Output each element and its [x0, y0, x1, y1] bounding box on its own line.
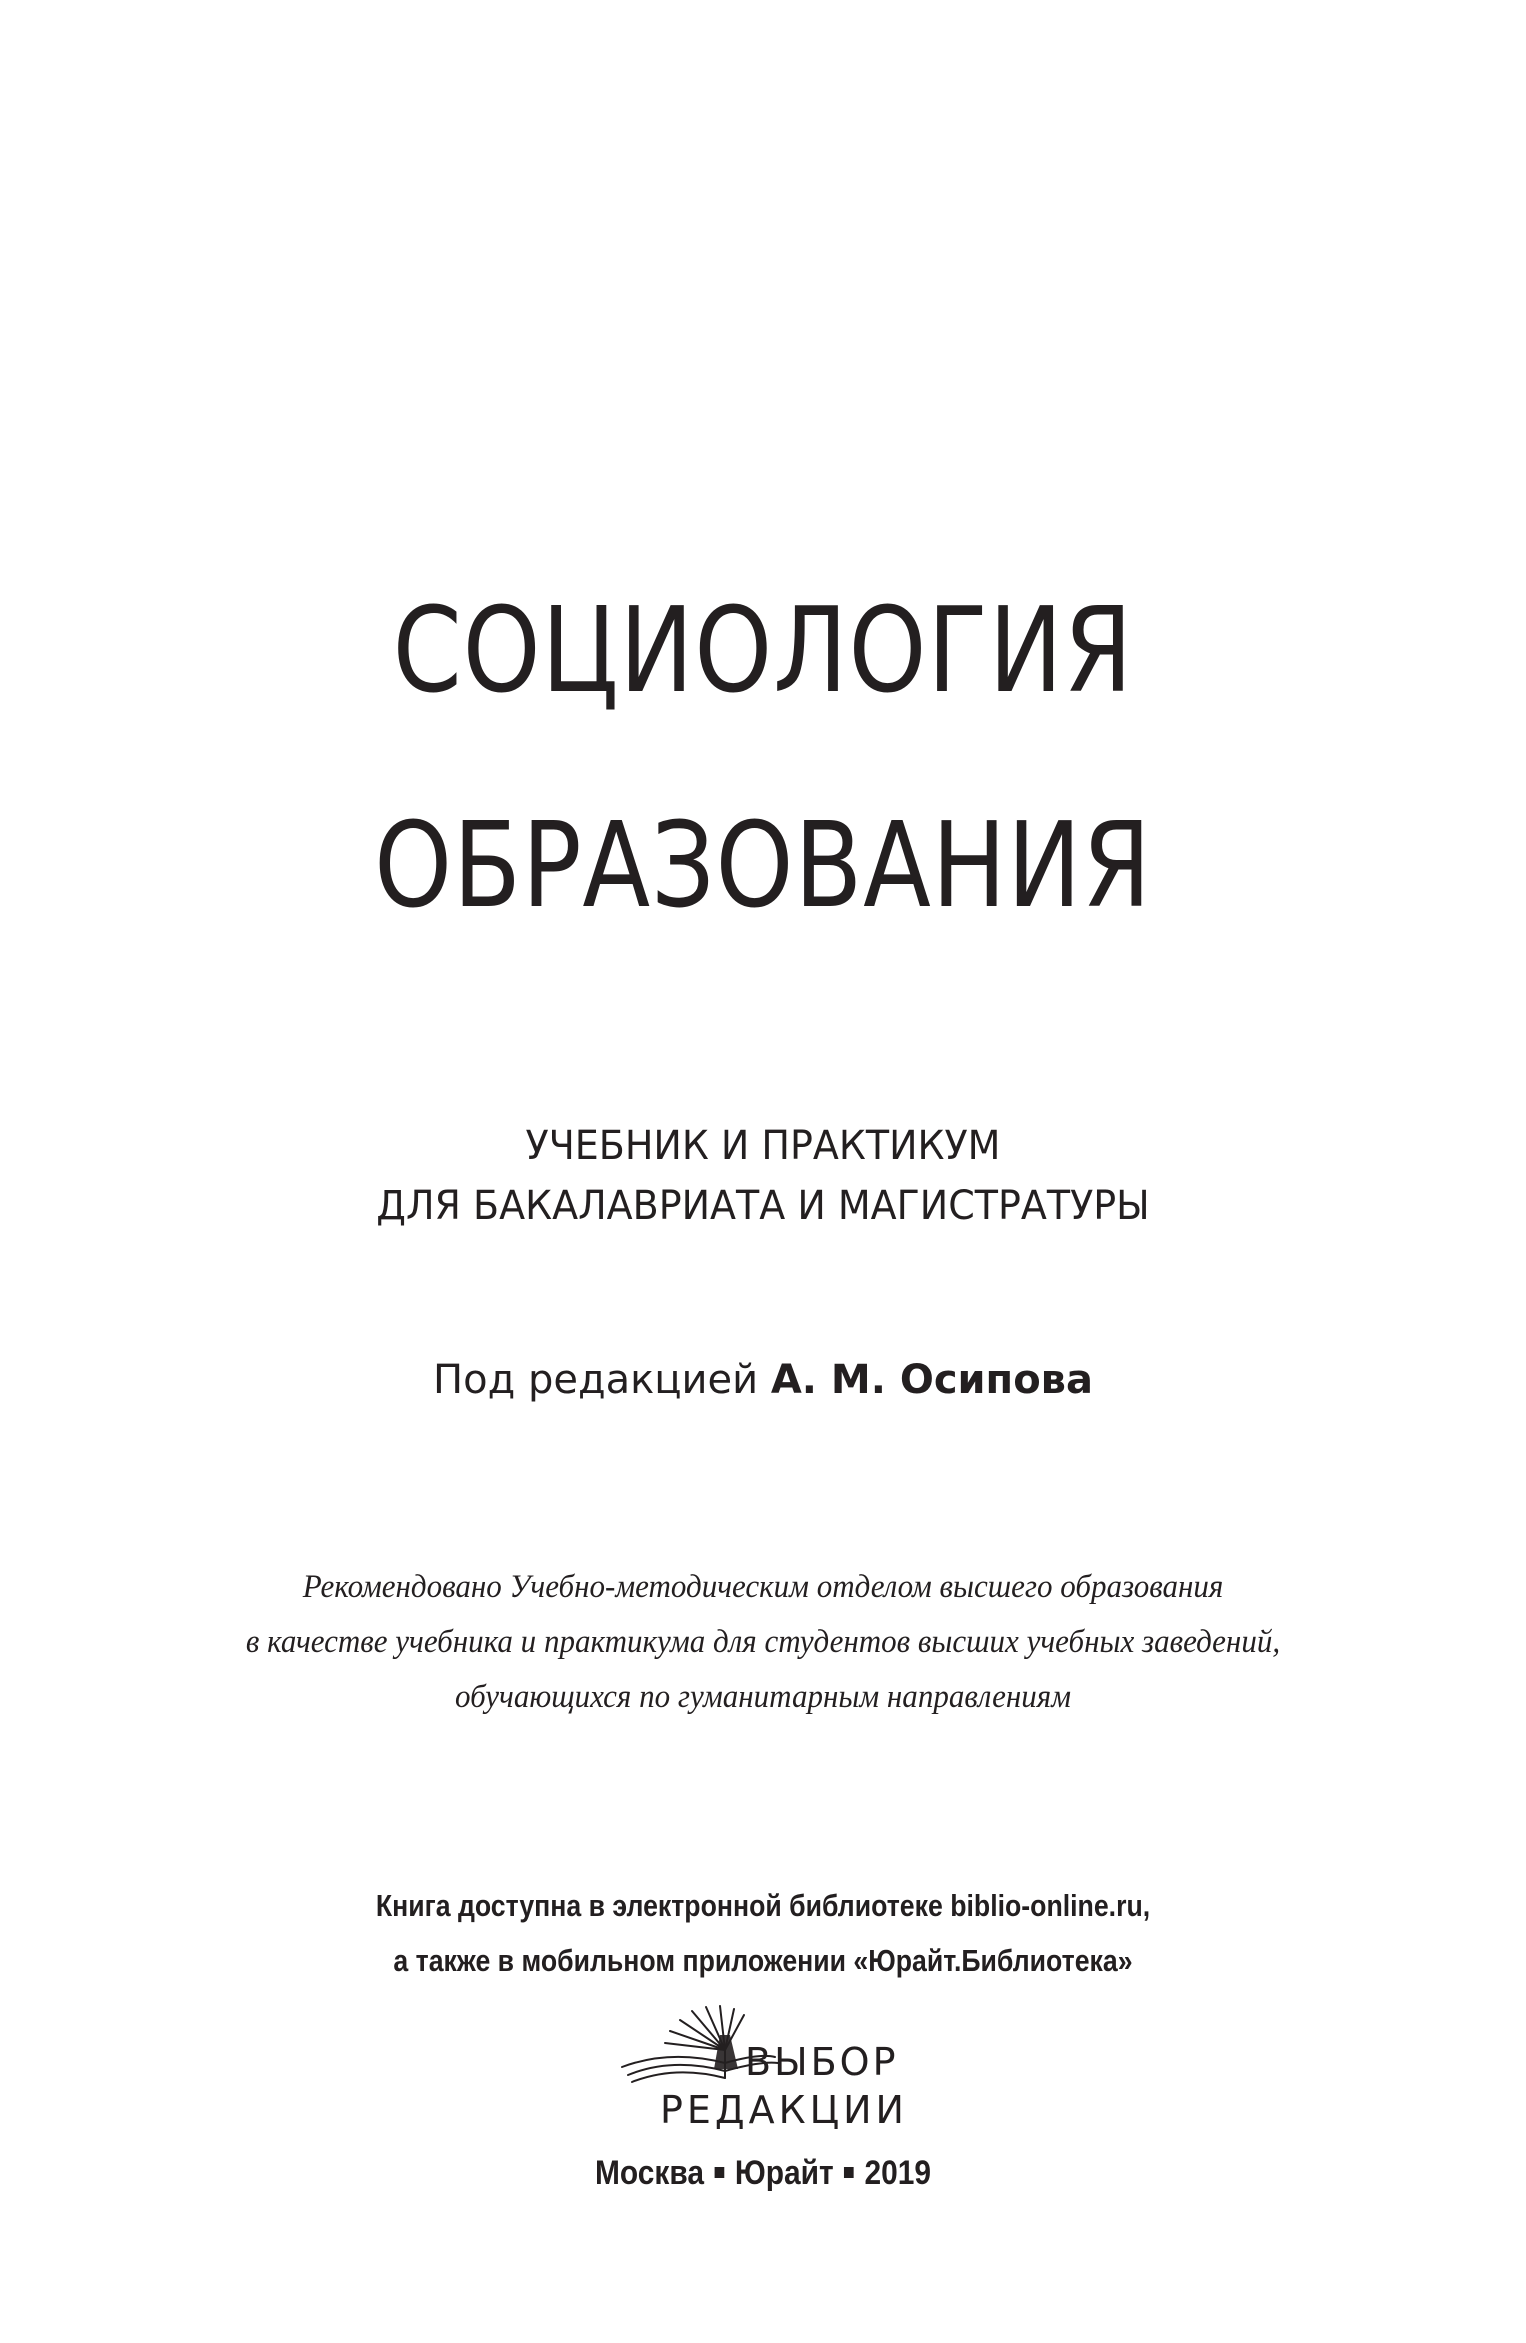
separator-square-icon	[844, 2167, 854, 2178]
availability-line-1: Книга доступна в электронной библиотеке biblio-online.ru,	[375, 1888, 1151, 1923]
editor-prefix: Под редакцией	[433, 1357, 759, 1403]
availability-line-2: а также в мобильном приложении «Юрайт.Библиотека»	[393, 1943, 1133, 1978]
imprint-year: 2019	[864, 2154, 932, 2192]
logo-word-2: РЕДАКЦИИ	[660, 2088, 908, 2132]
book-title-line-1: СОЦИОЛОГИЯ	[392, 581, 1134, 719]
imprint-publisher: Юрайт	[734, 2154, 834, 2192]
imprint	[92, 2150, 1435, 2196]
logo-word-1: ВЫБОР	[745, 2040, 899, 2084]
recommendation-line-2: в качестве учебника и практикума для студентов высших учебных заведений,	[245, 1624, 1281, 1660]
open-book-icon	[610, 2005, 920, 2135]
book-title-line-2: ОБРАЗОВАНИЯ	[374, 796, 1152, 934]
editors-choice-logo	[610, 2005, 920, 2135]
book-subtitle-line-1: УЧЕБНИК И ПРАКТИКУМ	[525, 1123, 1001, 1169]
recommendation-line-3: обучающихся по гуманитарным направлениям	[454, 1679, 1071, 1715]
recommendation-line-1: Рекомендовано Учебно-методическим отделом высшего образования	[302, 1569, 1224, 1605]
book-subtitle-line-2: ДЛЯ БАКАЛАВРИАТА И МАГИСТРАТУРЫ	[376, 1183, 1150, 1229]
imprint-city: Москва	[594, 2154, 705, 2192]
separator-square-icon	[715, 2167, 725, 2178]
editor-credit	[0, 1353, 1526, 1407]
editor-name: А. М. Осипова	[770, 1357, 1093, 1403]
